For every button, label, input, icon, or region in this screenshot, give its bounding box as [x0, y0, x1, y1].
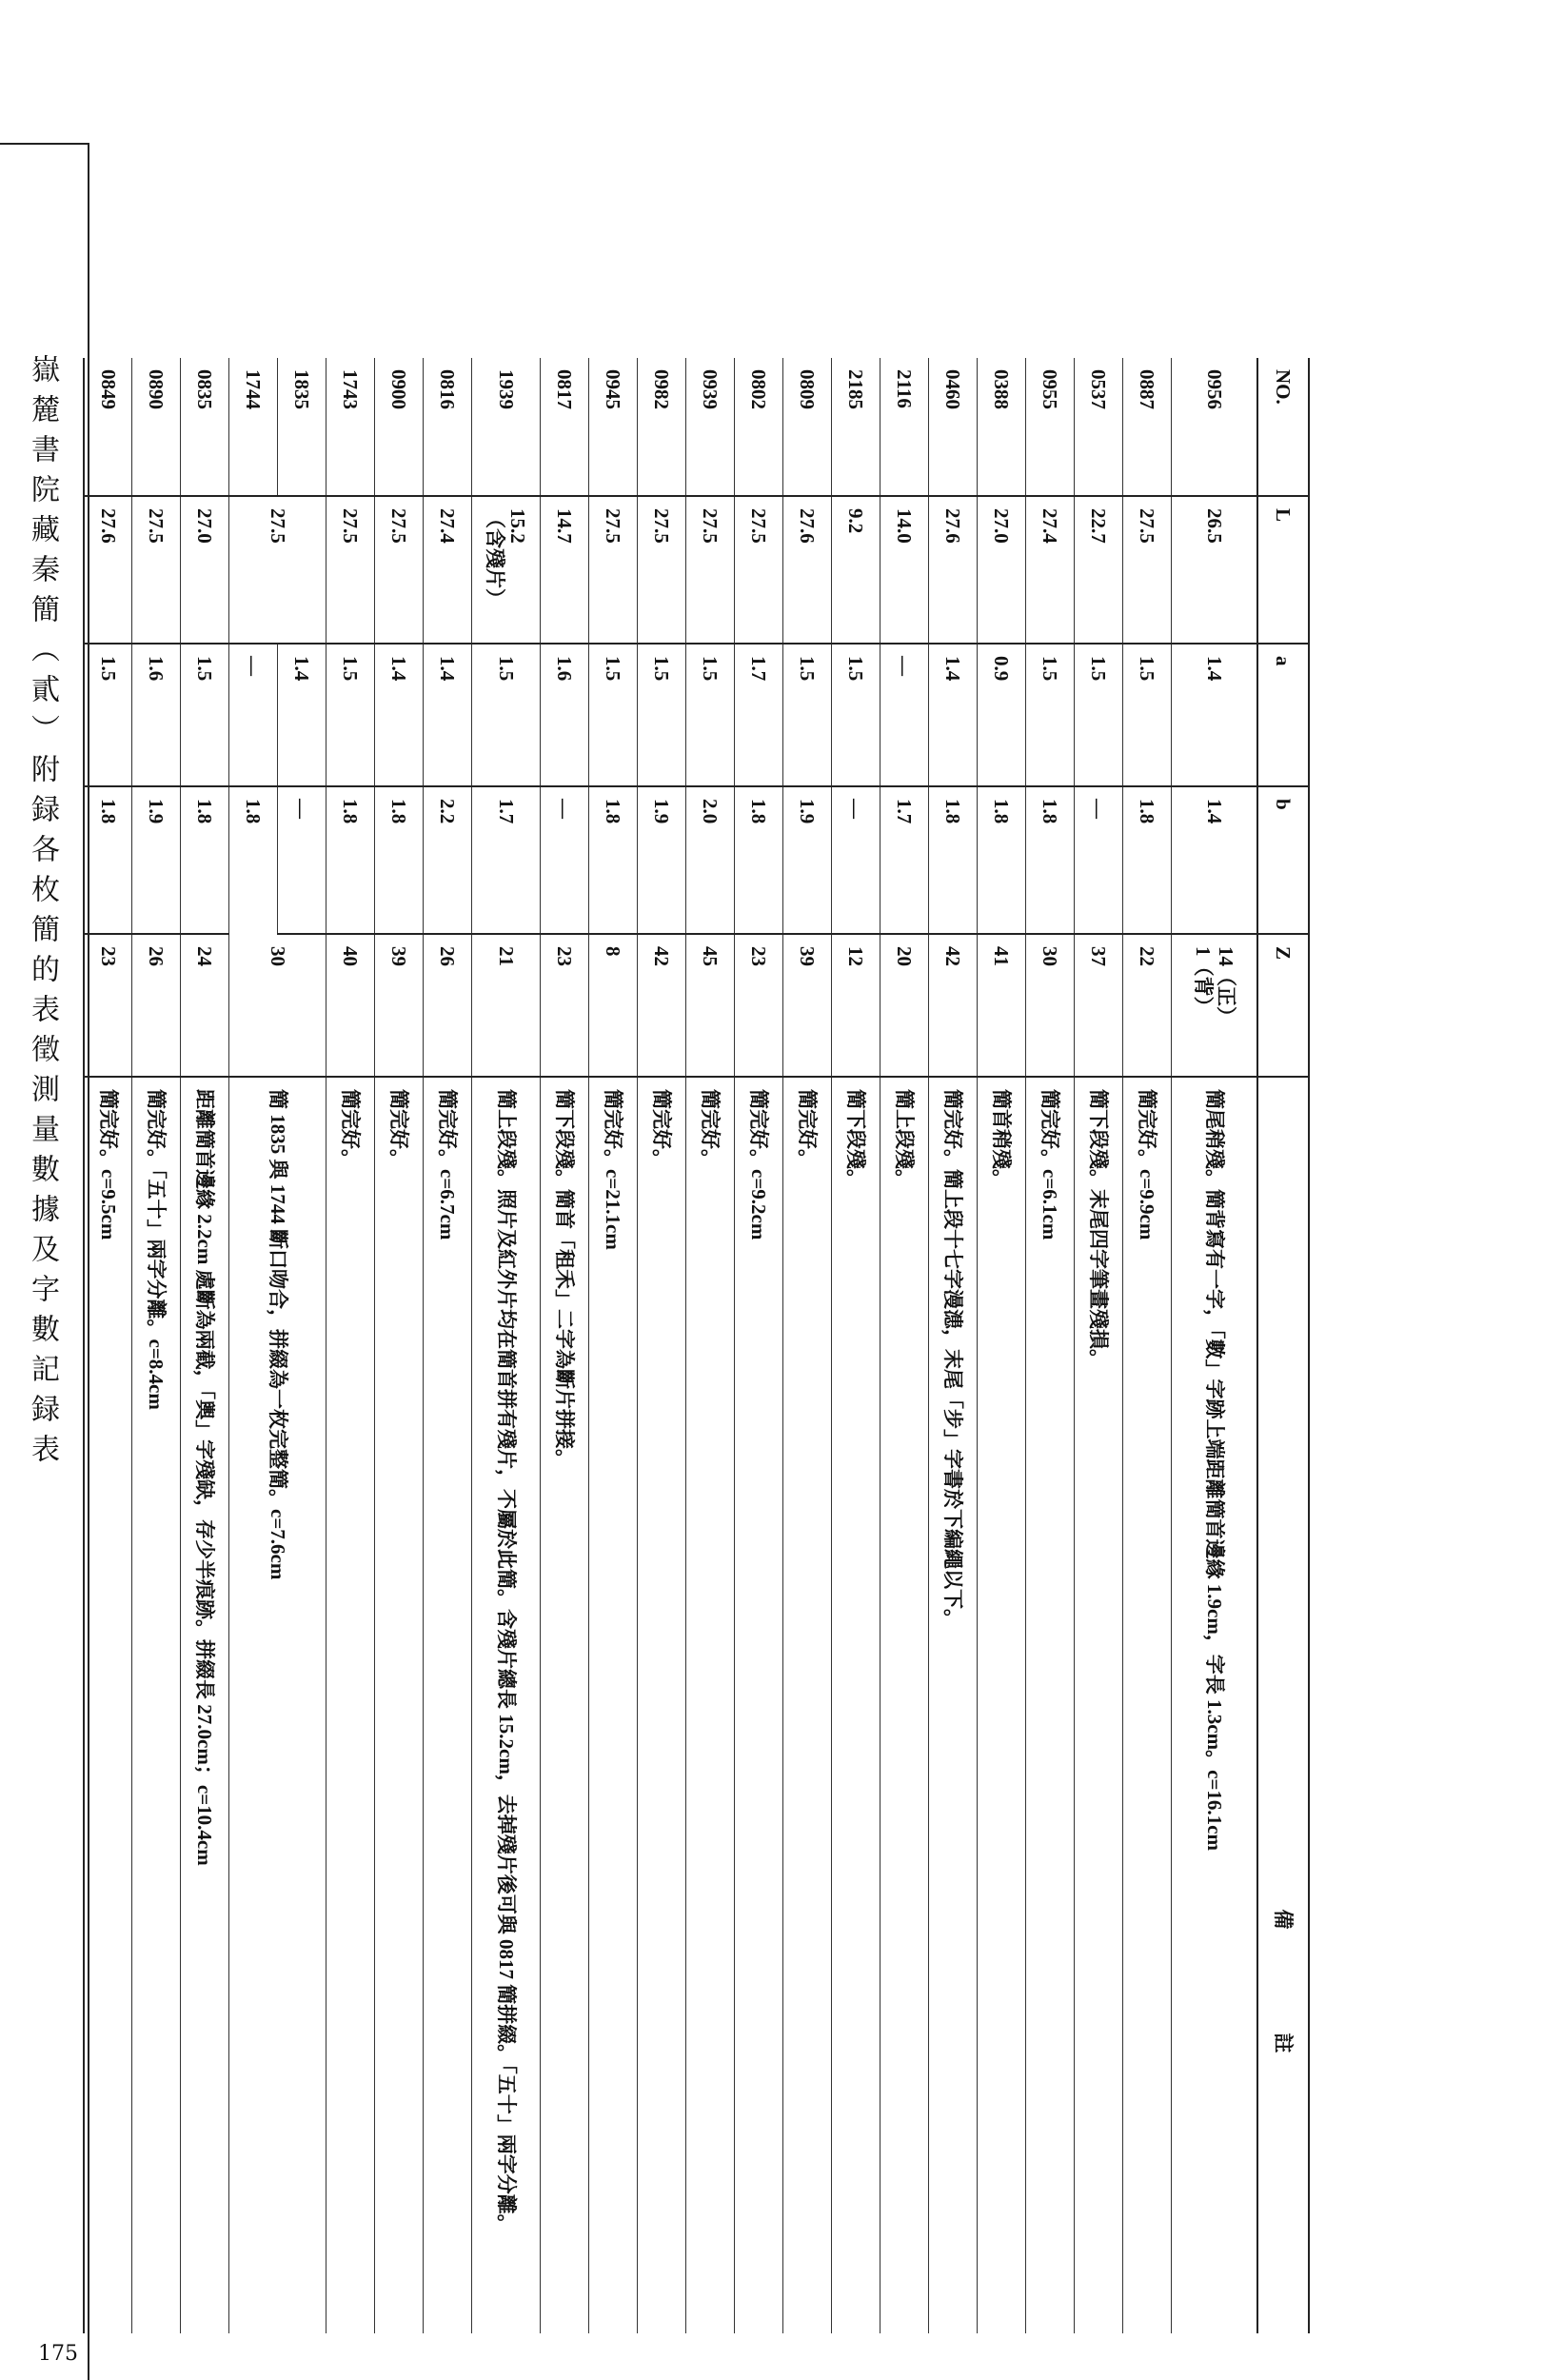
cell-note: 簡尾稍殘。簡背寫有一字，「數」字跡上端距離簡首邊緣 1.9cm，字長 1.3cm。c=16.1cm: [1172, 1077, 1257, 2333]
table-row: [589, 358, 638, 2333]
table-row: [929, 358, 978, 2333]
cell-no: 0460: [929, 358, 978, 496]
cell-a: 1.6: [132, 644, 181, 786]
cell-note: 簡首稍殘。: [978, 1077, 1026, 2333]
cell-no: 0945: [589, 358, 638, 496]
table-row: [472, 358, 541, 2333]
cell-z: 42: [929, 934, 978, 1077]
section-label: 附録: [26, 754, 59, 834]
cell-l: 27.6: [929, 496, 978, 644]
cell-a: 1.7: [735, 644, 783, 786]
table-row-joined-top: [278, 358, 326, 2333]
cell-l: 22.7: [1075, 496, 1123, 644]
table-row: [541, 358, 589, 2333]
cell-no: 0887: [1123, 358, 1172, 496]
cell-a: 1.5: [1026, 644, 1075, 786]
table-row: [1123, 358, 1172, 2333]
cell-note: 簡完好。: [638, 1077, 686, 2333]
cell-z: 24: [181, 934, 229, 1077]
table-row: [686, 358, 735, 2333]
cell-b: —: [832, 786, 880, 934]
cell-l: 27.0: [978, 496, 1026, 644]
cell-a: 1.5: [326, 644, 375, 786]
cell-z: 23: [541, 934, 589, 1077]
cell-l: 14.0: [880, 496, 929, 644]
cell-z: 37: [1075, 934, 1123, 1077]
table-row: [783, 358, 832, 2333]
cell-b: —: [278, 786, 326, 934]
cell-z: 21: [472, 934, 541, 1077]
cell-b: 2.2: [424, 786, 472, 934]
cell-no: 1743: [326, 358, 375, 496]
table-row: [84, 358, 132, 2333]
cell-note: 距離簡首邊緣 2.2cm 處斷為兩截，「輿」字殘缺，存少半痕跡。拼綴長 27.0cm；c=10.4cm: [181, 1077, 229, 2333]
cell-b: 1.8: [1123, 786, 1172, 934]
cell-z-merged: 30: [229, 934, 326, 1077]
cell-z: 30: [1026, 934, 1075, 1077]
header-z: Z: [1257, 934, 1309, 1077]
table-row: [1172, 358, 1257, 2333]
cell-note: 簡完好。: [686, 1077, 735, 2333]
cell-no: 0849: [84, 358, 132, 496]
header-no: NO.: [1257, 358, 1309, 496]
cell-no: 0982: [638, 358, 686, 496]
cell-note: 簡完好。c=6.7cm: [424, 1077, 472, 2333]
cell-a: 1.5: [686, 644, 735, 786]
cell-no: 0835: [181, 358, 229, 496]
cell-b: 1.8: [735, 786, 783, 934]
cell-note: 簡下段殘。簡首「租禾」二字為斷片拼接。: [541, 1077, 589, 2333]
cell-z: 8: [589, 934, 638, 1077]
volume-label: （貳）: [26, 634, 59, 754]
header-b: b: [1257, 786, 1309, 934]
margin-top-rule: [0, 143, 88, 145]
cell-b: 1.8: [229, 786, 278, 934]
cell-a: 1.5: [589, 644, 638, 786]
cell-l: 27.5: [132, 496, 181, 644]
cell-b: —: [541, 786, 589, 934]
cell-z: 26: [132, 934, 181, 1077]
cell-l: 9.2: [832, 496, 880, 644]
cell-z: 23: [84, 934, 132, 1077]
cell-b: 1.8: [375, 786, 424, 934]
cell-note: 簡下段殘。: [832, 1077, 880, 2333]
cell-a: —: [229, 644, 278, 786]
header-note: 備註: [1257, 1077, 1309, 2333]
cell-no: 1939: [472, 358, 541, 496]
cell-no: 0890: [132, 358, 181, 496]
cell-l: 26.5: [1172, 496, 1257, 644]
cell-a: 1.4: [1172, 644, 1257, 786]
cell-a: 1.4: [375, 644, 424, 786]
cell-z: 40: [326, 934, 375, 1077]
cell-no: 0817: [541, 358, 589, 496]
cell-a: 1.5: [783, 644, 832, 786]
cell-z: 39: [783, 934, 832, 1077]
table-row: [181, 358, 229, 2333]
cell-note: 簡完好。: [783, 1077, 832, 2333]
cell-no: 0802: [735, 358, 783, 496]
cell-l: 27.4: [424, 496, 472, 644]
cell-a: 1.4: [278, 644, 326, 786]
table-row: [880, 358, 929, 2333]
cell-no: 2185: [832, 358, 880, 496]
header-a: a: [1257, 644, 1309, 786]
cell-b: —: [1075, 786, 1123, 934]
table-row: [132, 358, 181, 2333]
cell-z: 41: [978, 934, 1026, 1077]
table-header-row: [1257, 358, 1309, 2333]
cell-note: 簡完好。c=21.1cm: [589, 1077, 638, 2333]
cell-b: 1.8: [589, 786, 638, 934]
cell-a: 1.4: [424, 644, 472, 786]
cell-z: 42: [638, 934, 686, 1077]
cell-a: 1.4: [929, 644, 978, 786]
cell-z: 39: [375, 934, 424, 1077]
cell-l: 27.5: [375, 496, 424, 644]
cell-a: 1.5: [832, 644, 880, 786]
measurement-table-rotated: [96, 358, 1310, 2333]
cell-no: 1835: [278, 358, 326, 496]
cell-l: 27.5: [735, 496, 783, 644]
cell-no: 0816: [424, 358, 472, 496]
cell-note-merged: 簡 1835 與 1744 斷口吻合，拼綴為一枚完整簡。c=7.6cm: [229, 1077, 326, 2333]
cell-no: 0955: [1026, 358, 1075, 496]
cell-b: 1.8: [181, 786, 229, 934]
cell-l: 27.5: [589, 496, 638, 644]
cell-note: 簡完好。簡上段十七字漫漶，末尾「步」字書於下編繩以下。: [929, 1077, 978, 2333]
cell-no: 0939: [686, 358, 735, 496]
cell-z: 45: [686, 934, 735, 1077]
cell-l: 27.4: [1026, 496, 1075, 644]
cell-no: 1744: [229, 358, 278, 496]
cell-a: 1.5: [1075, 644, 1123, 786]
cell-l: 27.6: [783, 496, 832, 644]
cell-z: 22: [1123, 934, 1172, 1077]
cell-no: 0537: [1075, 358, 1123, 496]
cell-note: 簡完好。c=9.5cm: [84, 1077, 132, 2333]
cell-note: 簡完好。c=9.2cm: [735, 1077, 783, 2333]
cell-note: 簡完好。: [375, 1077, 424, 2333]
cell-b: 1.9: [132, 786, 181, 934]
cell-b: 1.7: [472, 786, 541, 934]
cell-note: 簡上段殘。: [880, 1077, 929, 2333]
table-row: [978, 358, 1026, 2333]
cell-z: 26: [424, 934, 472, 1077]
cell-b: 1.8: [929, 786, 978, 934]
header-l: L: [1257, 496, 1309, 644]
cell-a: 1.5: [181, 644, 229, 786]
chapter-subtitle: 各枚簡的表徵測量數據及字數記録表: [26, 834, 59, 1474]
table-row: [1075, 358, 1123, 2333]
cell-a: 1.5: [638, 644, 686, 786]
cell-b: 1.9: [638, 786, 686, 934]
cell-a: 1.5: [1123, 644, 1172, 786]
cell-note: 簡完好。c=9.9cm: [1123, 1077, 1172, 2333]
cell-l-merged: 27.5: [229, 496, 326, 644]
cell-l: 27.0: [181, 496, 229, 644]
cell-l: 14.7: [541, 496, 589, 644]
cell-l: 27.5: [638, 496, 686, 644]
page-number: 175: [38, 2342, 78, 2366]
cell-b: 1.8: [1026, 786, 1075, 934]
cell-a: 1.6: [541, 644, 589, 786]
cell-a: 1.5: [84, 644, 132, 786]
table-row: [1026, 358, 1075, 2333]
cell-z: 12: [832, 934, 880, 1077]
cell-no: 0900: [375, 358, 424, 496]
cell-b: 1.4: [1172, 786, 1257, 934]
table-row: [326, 358, 375, 2333]
cell-a: 0.9: [978, 644, 1026, 786]
cell-b: 2.0: [686, 786, 735, 934]
cell-no: 0388: [978, 358, 1026, 496]
cell-b: 1.7: [880, 786, 929, 934]
table-row: [638, 358, 686, 2333]
cell-l: 27.5: [1123, 496, 1172, 644]
cell-a: 1.5: [472, 644, 541, 786]
running-title: [23, 354, 61, 1474]
cell-b: 1.9: [783, 786, 832, 934]
cell-note: 簡下段殘。末尾四字筆畫殘損。: [1075, 1077, 1123, 2333]
cell-z: 14（正） 1（背）: [1172, 934, 1257, 1077]
cell-a: —: [880, 644, 929, 786]
cell-l: 27.5: [326, 496, 375, 644]
cell-z: 20: [880, 934, 929, 1077]
cell-l: 15.2 （含殘片）: [472, 496, 541, 644]
cell-b: 1.8: [326, 786, 375, 934]
table-row: [424, 358, 472, 2333]
cell-note: 簡完好。c=6.1cm: [1026, 1077, 1075, 2333]
table-row: [832, 358, 880, 2333]
measurement-table: [83, 358, 1310, 2333]
cell-b: 1.8: [84, 786, 132, 934]
cell-no: 0809: [783, 358, 832, 496]
cell-l: 27.5: [686, 496, 735, 644]
cell-b: 1.8: [978, 786, 1026, 934]
cell-no: 0956: [1172, 358, 1257, 496]
table-row: [735, 358, 783, 2333]
cell-note: 簡上段殘。照片及紅外片均在簡首拼有殘片，不屬於此簡。含殘片總長 15.2cm，去掉殘片後可與 0817 簡拼綴。「五十」兩字分離。: [472, 1077, 541, 2333]
table-row: [375, 358, 424, 2333]
cell-note: 簡完好。「五十」兩字分離。c=8.4cm: [132, 1077, 181, 2333]
cell-no: 2116: [880, 358, 929, 496]
cell-z: 23: [735, 934, 783, 1077]
cell-l: 27.6: [84, 496, 132, 644]
cell-note: 簡完好。: [326, 1077, 375, 2333]
book-title: 嶽麓書院藏秦簡: [26, 354, 59, 634]
